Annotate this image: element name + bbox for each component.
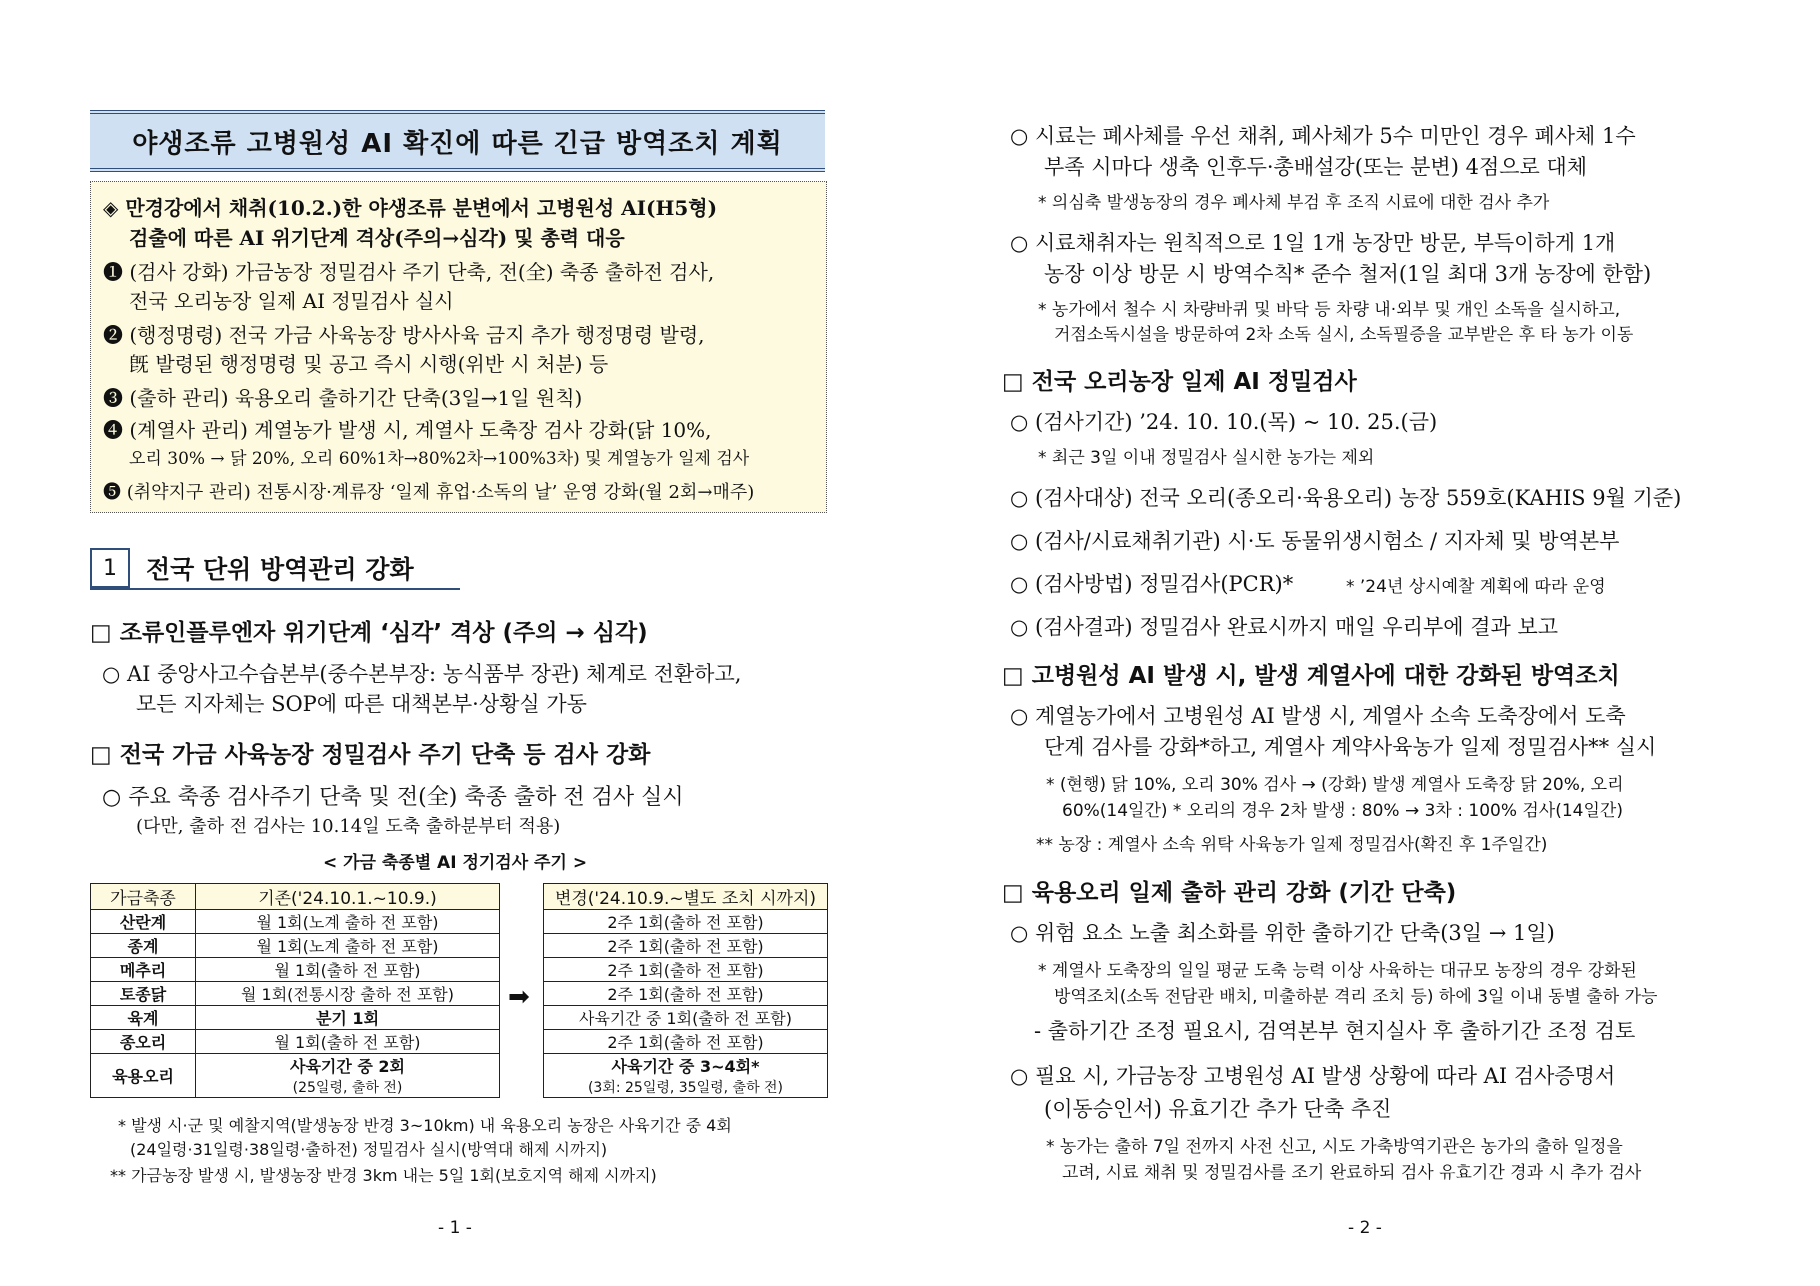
- table-caption: < 가금 축종별 AI 정기검사 주기 >: [322, 853, 588, 873]
- heading-crisis-level: □ 조류인플루엔자 위기단계 ‘심각’ 격상 (주의 → 심각): [90, 620, 648, 646]
- note-affiliate-1a: * (현행) 닭 10%, 오리 30% 검사 → (강화) 발생 계열사 도축장 닭 20%, 오리: [1046, 775, 1624, 795]
- heading-duck-shipment: □ 육용오리 일제 출하 관리 강화 (기간 단축): [1002, 880, 1457, 906]
- table-row: 메추리 월 1회(출하 전 포함): [91, 958, 500, 982]
- item-agency: ○ (검사/시료채취기관) 시·도 동물위생시험소 / 지자체 및 방역본부: [1010, 529, 1620, 553]
- heading-inspection: □ 전국 가금 사육농장 정밀검사 주기 단축 등 검사 강화: [90, 742, 651, 768]
- header-species: 가금축종: [91, 884, 196, 910]
- summary-item-5: ❺ (취약지구 관리) 전통시장·계류장 ‘일제 휴업·소독의 날’ 운영 강화(월 2회→매주): [103, 482, 755, 503]
- paragraph-affiliate-1: ○ 계열농가에서 고병원성 AI 발생 시, 계열사 소속 도축장에서 도축: [1010, 704, 1626, 728]
- table-row: 종오리 월 1회(출하 전 포함): [91, 1030, 500, 1054]
- table-row: 2주 1회(출하 전 포함): [544, 958, 828, 982]
- item-target: ○ (검사대상) 전국 오리(종오리·육용오리) 농장 559호(KAHIS 9월 기준): [1010, 486, 1682, 510]
- footnote-1b: (24일령·31일령·38일령·출하전) 정밀검사 실시(방역대 해제 시까지): [130, 1140, 608, 1159]
- note-shipment-a: * 계열사 도축장의 일일 평균 도축 능력 이상 사육하는 대규모 농장의 경우 강화된: [1038, 961, 1637, 981]
- summary-box: [90, 181, 827, 513]
- summary-item-4b: 오리 30% → 닭 20%, 오리 60%1차→80%2차→100%3차) 및 계열농가 일제 검사: [129, 449, 750, 469]
- summary-line-1: ◈ 만경강에서 채취(10.2.)한 야생조류 분변에서 고병원성 AI(H5형): [103, 196, 718, 220]
- paragraph-certificate-2: (이동승인서) 유효기간 추가 단축 추진: [1044, 1097, 1392, 1121]
- table-row: 사육기간 중 1회(출하 전 포함): [544, 1006, 828, 1030]
- note-affiliate-1b: 60%(14일간) * 오리의 경우 2차 발생 : 80% → 3차 : 100% 검사(14일간): [1062, 801, 1623, 821]
- table-row: 2주 1회(출하 전 포함): [544, 982, 828, 1006]
- note-affiliate-2: ** 농장 : 계열사 소속 위탁 사육농가 일제 정밀검사(확진 후 1주일간): [1036, 835, 1548, 855]
- paragraph-collector-2: 농장 이상 방문 시 방역수칙* 준수 철저(1일 최대 3개 농장에 한함): [1044, 262, 1652, 286]
- summary-item-2b: 旣 발령된 행정명령 및 공고 즉시 시행(위반 시 처분) 등: [129, 352, 609, 376]
- table-row: 사육기간 중 3~4회* (3회: 25일령, 35일령, 출하 전): [544, 1054, 828, 1098]
- footnote-1a: * 발생 시·군 및 예찰지역(발생농장 반경 3~10km) 내 육용오리 농장은 사육기간 중 4회: [118, 1116, 732, 1135]
- note-method: * ’24년 상시예찰 계획에 따라 운영: [1346, 577, 1606, 597]
- table-row: 육계 분기 1회: [91, 1006, 500, 1030]
- document-title: 야생조류 고병원성 AI 확진에 따른 긴급 방역조치 계획: [90, 110, 825, 172]
- summary-item-1b: 전국 오리농장 일제 AI 정밀검사 실시: [129, 289, 454, 313]
- paragraph-sample-2: 부족 시마다 생축 인후두·총배설강(또는 분변) 4점으로 대체: [1044, 155, 1588, 179]
- heading-affiliate: □ 고병원성 AI 발생 시, 발생 계열사에 대한 강화된 방역조치: [1002, 663, 1620, 689]
- summary-item-2a: ❷ (행정명령) 전국 가금 사육농장 방사사육 금지 추가 행정명령 발령,: [103, 323, 705, 347]
- paragraph-affiliate-2: 단계 검사를 강화*하고, 계열사 계약사육농가 일제 정밀검사** 실시: [1044, 735, 1657, 759]
- table-row: 2주 1회(출하 전 포함): [544, 934, 828, 958]
- paragraph-hq-2: 모든 지자체는 SOP에 따른 대책본부·상황실 가동: [136, 692, 587, 716]
- paragraph-certificate-1: ○ 필요 시, 가금농장 고병원성 AI 발생 상황에 따라 AI 검사증명서: [1010, 1064, 1616, 1088]
- item-result: ○ (검사결과) 정밀검사 완료시까지 매일 우리부에 결과 보고: [1010, 615, 1559, 639]
- note-collector-1: * 농가에서 철수 시 차량바퀴 및 바닥 등 차량 내·외부 및 개인 소독을 실시하고,: [1038, 300, 1621, 320]
- header-current: 기존('24.10.1.~10.9.): [196, 884, 500, 910]
- section-title: 전국 단위 방역관리 강화: [146, 555, 414, 584]
- item-method: ○ (검사방법) 정밀검사(PCR)*: [1010, 572, 1294, 596]
- note-collector-2: 거점소독시설을 방문하여 2차 소독 실시, 소독필증을 교부받은 후 타 농가 이동: [1054, 325, 1634, 345]
- item-period: ○ (검사기간) ’24. 10. 10.(목) ~ 10. 25.(금): [1010, 410, 1438, 434]
- paragraph-shipment-adjust: - 출하기간 조정 필요시, 검역본부 현지실사 후 출하기간 조정 검토: [1034, 1019, 1636, 1043]
- table-row: 2주 1회(출하 전 포함): [544, 1030, 828, 1054]
- note-certificate-b: 고려, 시료 채취 및 정밀검사를 조기 완료하되 검사 유효기간 경과 시 추가 검사: [1062, 1163, 1642, 1183]
- summary-item-3: ❸ (출하 관리) 육용오리 출하기간 단축(3일→1일 원칙): [103, 386, 583, 410]
- header-changed: 변경('24.10.9.~별도 조치 시까지): [544, 884, 828, 910]
- paragraph-shipment: ○ 위험 요소 노출 최소화를 위한 출하기간 단축(3일 → 1일): [1010, 921, 1555, 945]
- summary-item-1a: ❶ (검사 강화) 가금농장 정밀검사 주기 단축, 전(全) 축종 출하전 검사,: [103, 260, 715, 284]
- note-period: * 최근 3일 이내 정밀검사 실시한 농가는 제외: [1038, 448, 1375, 468]
- note-sample: * 의심축 발생농장의 경우 폐사체 부검 후 조직 시료에 대한 검사 추가: [1038, 193, 1550, 213]
- note-shipment-b: 방역조치(소독 전담관 배치, 미출하분 격리 조치 등) 하에 3일 이내 동별 출하 가능: [1054, 987, 1658, 1007]
- table-row: 2주 1회(출하 전 포함): [544, 910, 828, 934]
- paragraph-inspection-1: ○ 주요 축종 검사주기 단축 및 전(全) 축종 출하 전 검사 실시: [102, 785, 684, 810]
- arrow-right-icon: ➡: [508, 982, 530, 1012]
- paragraph-collector-1: ○ 시료채취자는 원칙적으로 1일 1개 농장만 방문, 부득이하게 1개: [1010, 231, 1616, 255]
- schedule-table-current: [90, 883, 500, 1098]
- page-number: - 2 -: [1348, 1218, 1382, 1238]
- paragraph-inspection-2: (다만, 출하 전 검사는 10.14일 도축 출하분부터 적용): [136, 816, 561, 837]
- note-certificate-a: * 농가는 출하 7일 전까지 사전 신고, 시도 가축방역기관은 농가의 출하 일정을: [1046, 1137, 1623, 1157]
- paragraph-hq-1: ○ AI 중앙사고수습본부(중수본부장: 농식품부 장관) 체계로 전환하고,: [102, 662, 742, 686]
- section-underline: [90, 588, 460, 590]
- table-row: 육용오리 사육기간 중 2회 (25일령, 출하 전): [91, 1054, 500, 1098]
- paragraph-sample-1: ○ 시료는 폐사체를 우선 채취, 폐사체가 5수 미만인 경우 폐사체 1수: [1010, 124, 1636, 148]
- schedule-table-changed: [543, 883, 828, 1098]
- page-number: - 1 -: [438, 1218, 472, 1238]
- table-row: 토종닭 월 1회(전통시장 출하 전 포함): [91, 982, 500, 1006]
- summary-item-4a: ❹ (계열사 관리) 계열농가 발생 시, 계열사 도축장 검사 강화(닭 10%,: [103, 418, 712, 442]
- section-number: 1: [90, 548, 130, 588]
- summary-line-2: 검출에 따른 AI 위기단계 격상(주의→심각) 및 총력 대응: [129, 226, 625, 250]
- page-2: [910, 0, 1820, 1286]
- footnote-2: ** 가금농장 발생 시, 발생농장 반경 3km 내는 5일 1회(보호지역 해제 시까지): [110, 1166, 657, 1185]
- table-row: 산란계 월 1회(노계 출하 전 포함): [91, 910, 500, 934]
- heading-duck-inspection: □ 전국 오리농장 일제 AI 정밀검사: [1002, 369, 1357, 395]
- table-row: 종계 월 1회(노계 출하 전 포함): [91, 934, 500, 958]
